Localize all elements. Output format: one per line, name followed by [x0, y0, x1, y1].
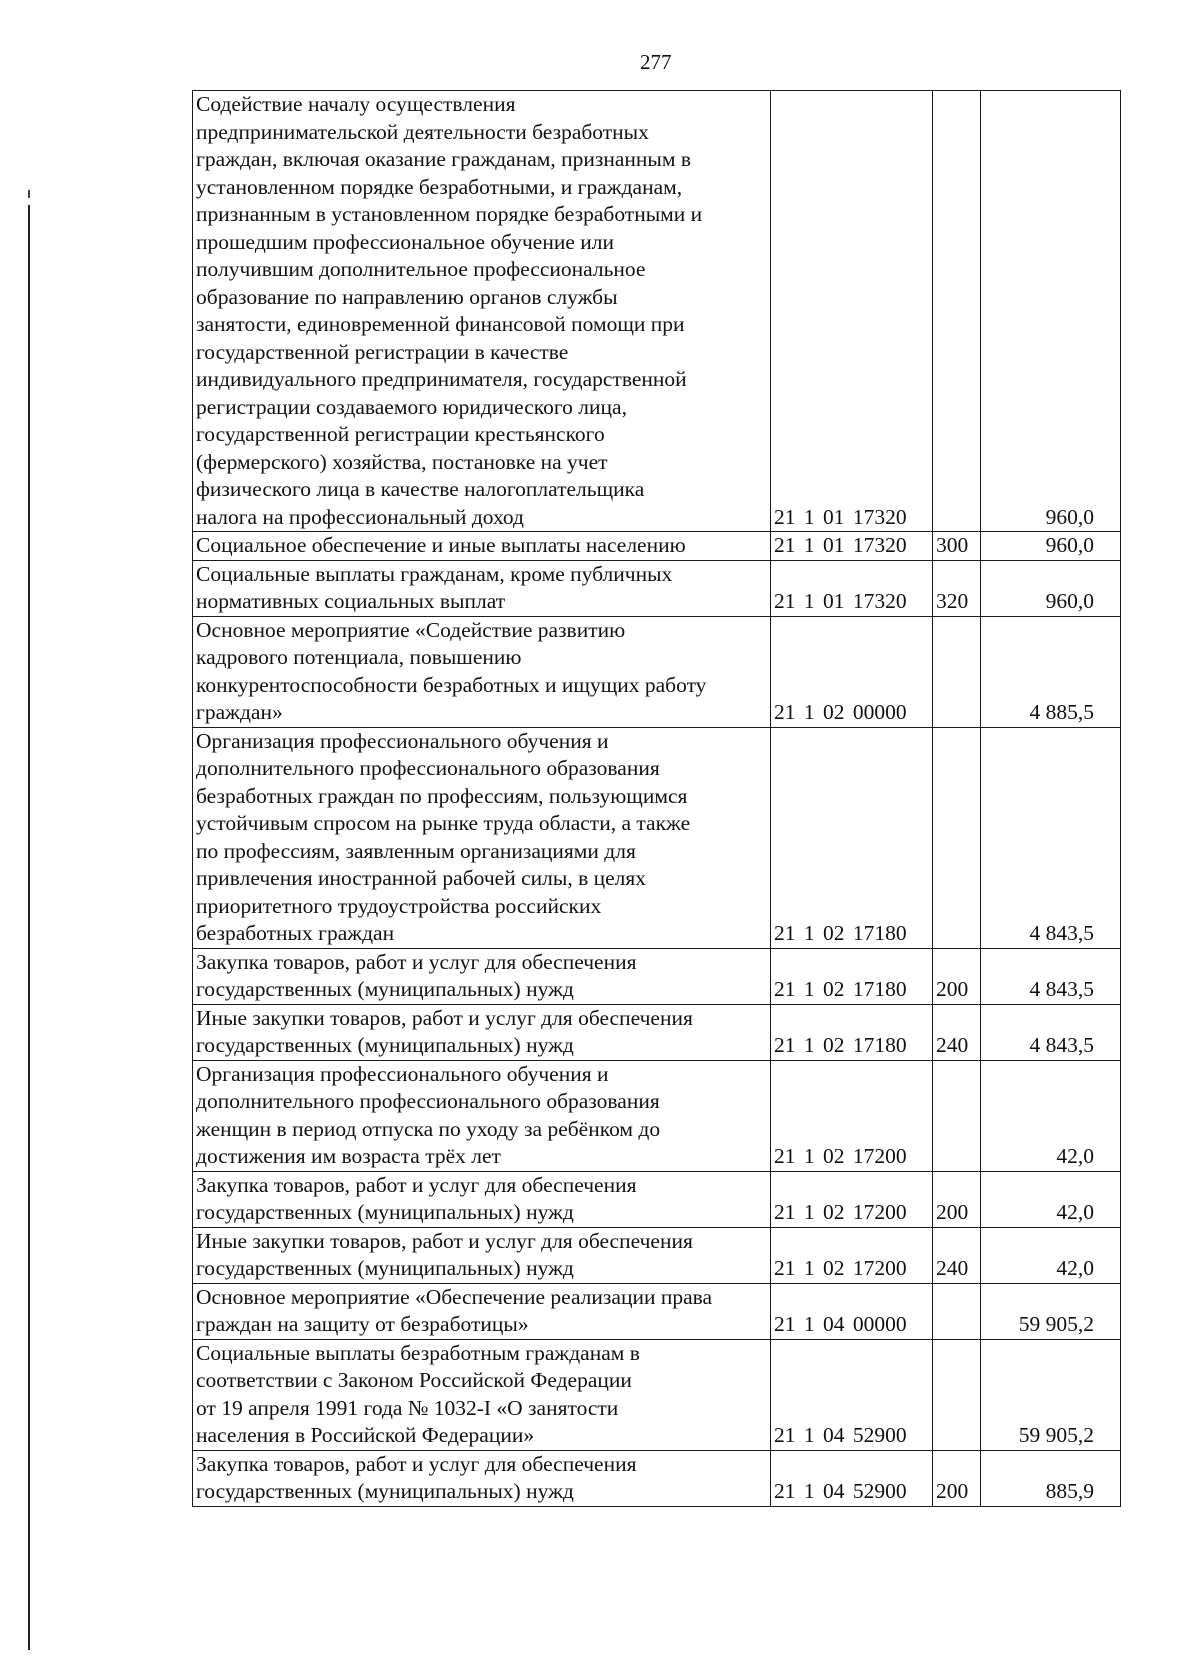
row-amount: 4 843,5	[981, 948, 1121, 1004]
row-name: Основное мероприятие «Содействие развитию кадрового потенциала, повышению конкурентоспособности безработных и ищущих работу граждан»	[193, 616, 771, 727]
row-expense-type	[933, 1283, 981, 1339]
row-target-article: 21 1 04 52900	[771, 1450, 933, 1506]
row-name: Иные закупки товаров, работ и услуг для обеспечения государственных (муниципальных) нужд	[193, 1227, 771, 1283]
row-expense-type: 200	[933, 1450, 981, 1506]
row-name: Организация профессионального обучения и дополнительного профессионального образования безработных граждан по профессиям, пользующимся устойчивым спросом на рынке труда области, а также по профессиям, заявленным организациями для привлечения иностранной рабочей силы, в целях приоритетного трудоустройства российских безработных граждан	[193, 727, 771, 948]
row-target-article: 21 1 02 17200	[771, 1227, 933, 1283]
row-expense-type: 300	[933, 532, 981, 561]
table-row	[193, 1171, 1121, 1227]
row-expense-type	[933, 727, 981, 948]
table-row	[193, 1004, 1121, 1060]
budget-table	[192, 90, 1121, 1507]
row-name: Иные закупки товаров, работ и услуг для обеспечения государственных (муниципальных) нужд	[193, 1004, 771, 1060]
table-row	[193, 727, 1121, 948]
page-number: 277	[640, 50, 672, 74]
row-amount: 42,0	[981, 1227, 1121, 1283]
row-amount: 885,9	[981, 1450, 1121, 1506]
row-amount: 4 843,5	[981, 1004, 1121, 1060]
row-name: Основное мероприятие «Обеспечение реализации права граждан на защиту от безработицы»	[193, 1283, 771, 1339]
row-target-article: 21 1 01 17320	[771, 560, 933, 616]
table-row	[193, 91, 1121, 532]
row-name: Социальные выплаты безработным гражданам в соответствии с Законом Российской Федерации от 19 апреля 1991 года № 1032-I «О занятости населения в Российской Федерации»	[193, 1339, 771, 1450]
table-row	[193, 1227, 1121, 1283]
row-expense-type: 240	[933, 1227, 981, 1283]
row-amount: 59 905,2	[981, 1339, 1121, 1450]
row-target-article: 21 1 02 17180	[771, 948, 933, 1004]
row-expense-type	[933, 1060, 981, 1171]
row-target-article: 21 1 02 17180	[771, 727, 933, 948]
row-expense-type: 240	[933, 1004, 981, 1060]
row-amount: 4 885,5	[981, 616, 1121, 727]
row-target-article: 21 1 02 17200	[771, 1171, 933, 1227]
row-expense-type: 200	[933, 948, 981, 1004]
row-amount: 59 905,2	[981, 1283, 1121, 1339]
table-row	[193, 1283, 1121, 1339]
scan-margin-mark	[28, 190, 30, 198]
row-name: Закупка товаров, работ и услуг для обеспечения государственных (муниципальных) нужд	[193, 1171, 771, 1227]
table-row	[193, 948, 1121, 1004]
row-expense-type	[933, 1339, 981, 1450]
row-target-article: 21 1 02 17180	[771, 1004, 933, 1060]
row-amount: 960,0	[981, 91, 1121, 532]
table-row	[193, 560, 1121, 616]
row-expense-type	[933, 91, 981, 532]
row-target-article: 21 1 04 52900	[771, 1339, 933, 1450]
row-amount: 42,0	[981, 1060, 1121, 1171]
row-target-article: 21 1 04 00000	[771, 1283, 933, 1339]
row-target-article: 21 1 02 00000	[771, 616, 933, 727]
table-row	[193, 1450, 1121, 1506]
row-name: Закупка товаров, работ и услуг для обеспечения государственных (муниципальных) нужд	[193, 948, 771, 1004]
row-target-article: 21 1 01 17320	[771, 532, 933, 561]
row-expense-type: 320	[933, 560, 981, 616]
row-target-article: 21 1 02 17200	[771, 1060, 933, 1171]
table-row	[193, 616, 1121, 727]
row-amount: 960,0	[981, 560, 1121, 616]
row-name: Содействие началу осуществления предпринимательской деятельности безработных граждан, включая оказание гражданам, признанным в установленном порядке безработными, и гражданам, признанным в установленном порядке безработными и прошедшим профессиональное обучение или получившим дополнительное профессиональное образование по направлению органов службы занятости, единовременной финансовой помощи при государственной регистрации в качестве индивидуального предпринимателя, государственной регистрации создаваемого юридического лица, государственной регистрации крестьянского (фермерского) хозяйства, постановке на учет физического лица в качестве налогоплательщика налога на профессиональный доход	[193, 91, 771, 532]
row-amount: 4 843,5	[981, 727, 1121, 948]
row-target-article: 21 1 01 17320	[771, 91, 933, 532]
table-row	[193, 1060, 1121, 1171]
row-name: Организация профессионального обучения и дополнительного профессионального образования женщин в период отпуска по уходу за ребёнком до достижения им возраста трёх лет	[193, 1060, 771, 1171]
row-amount: 42,0	[981, 1171, 1121, 1227]
row-name: Социальное обеспечение и иные выплаты населению	[193, 532, 771, 561]
row-expense-type	[933, 616, 981, 727]
row-name: Закупка товаров, работ и услуг для обеспечения государственных (муниципальных) нужд	[193, 1450, 771, 1506]
table-row	[193, 532, 1121, 561]
row-amount: 960,0	[981, 532, 1121, 561]
row-name: Социальные выплаты гражданам, кроме публичных нормативных социальных выплат	[193, 560, 771, 616]
scan-margin-line	[28, 205, 30, 1650]
row-expense-type: 200	[933, 1171, 981, 1227]
table-row	[193, 1339, 1121, 1450]
